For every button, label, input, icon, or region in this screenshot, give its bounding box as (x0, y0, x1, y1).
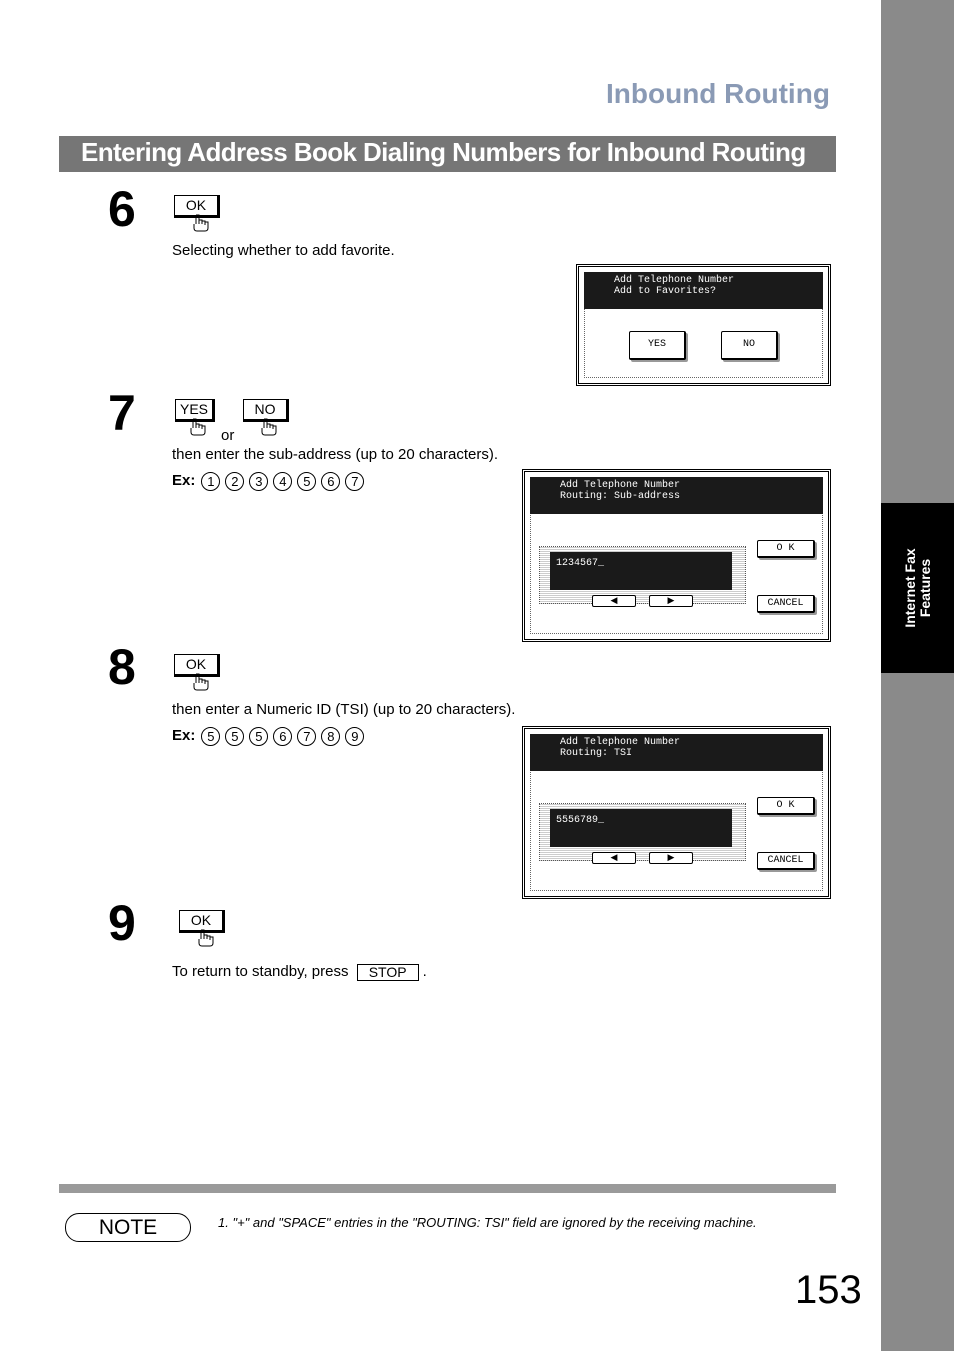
lcd-ok-button: O K (757, 797, 815, 815)
digit-key: 9 (345, 727, 364, 746)
step-8-number: 8 (108, 639, 136, 695)
no-key: NO (243, 399, 289, 422)
press-hand-icon (187, 418, 209, 436)
digit-key: 4 (273, 472, 292, 491)
digit-key: 5 (297, 472, 316, 491)
step-6-number: 6 (108, 181, 136, 237)
note-text: 1. "+" and "SPACE" entries in the "ROUTING: TSI" field are ignored by the receiving machine. (218, 1215, 757, 1230)
lcd-tsi-screen (522, 726, 831, 899)
press-hand-icon (258, 418, 280, 436)
lcd-left-arrow-icon: ◀ (592, 852, 636, 864)
digit-key: 5 (225, 727, 244, 746)
press-hand-icon (190, 673, 212, 691)
lcd-line2: Routing: TSI (560, 748, 633, 759)
title-bar (59, 136, 836, 172)
lcd-right-arrow-icon: ▶ (649, 852, 693, 864)
press-hand-icon (190, 214, 212, 232)
chapter-tab-line1: Internet Fax (901, 548, 918, 628)
chapter-tab-line2: Features (916, 558, 933, 618)
lcd-yes-button: YES (629, 331, 686, 360)
digit-key: 2 (225, 472, 244, 491)
press-hand-icon (195, 929, 217, 947)
lcd-line2: Routing: Sub-address (560, 491, 681, 502)
lcd-right-arrow-icon: ▶ (649, 595, 693, 607)
step-9-text (172, 963, 427, 981)
ok-key: OK (174, 195, 220, 218)
step-7-number: 7 (108, 385, 136, 441)
page-number: 153 (795, 1268, 862, 1312)
footer-divider (59, 1184, 836, 1193)
lcd-line1: Add Telephone Number (560, 737, 681, 748)
lcd-line1: Add Telephone Number (614, 275, 735, 286)
digit-key: 7 (297, 727, 316, 746)
step-6-text: Selecting whether to add favorite. (172, 242, 395, 259)
stop-key: STOP (357, 964, 419, 981)
lcd-input-field: 1234567_ (550, 552, 732, 590)
chapter-tab (881, 503, 954, 673)
digit-key: 3 (249, 472, 268, 491)
example-label: Ex: (172, 727, 196, 745)
step-8-text: then enter a Numeric ID (TSI) (up to 20 characters). (172, 701, 516, 718)
lcd-cancel-button: CANCEL (757, 852, 815, 870)
lcd-input-field: 5556789_ (550, 809, 732, 847)
digit-key: 8 (321, 727, 340, 746)
lcd-favorites-screen (576, 264, 831, 386)
digit-key: 1 (201, 472, 220, 491)
yes-key: YES (175, 399, 215, 422)
ok-key: OK (174, 654, 220, 677)
or-text: or (221, 427, 235, 444)
digit-key: 7 (345, 472, 364, 491)
lcd-line1: Add Telephone Number (560, 480, 681, 491)
digit-key: 6 (273, 727, 292, 746)
step-9-number: 9 (108, 895, 136, 951)
step-9-text-before: To return to standby, press (172, 963, 349, 980)
lcd-ok-button: O K (757, 540, 815, 558)
note-label: NOTE (65, 1213, 191, 1242)
digit-key: 5 (249, 727, 268, 746)
lcd-cancel-button: CANCEL (757, 595, 815, 613)
step-7-example (172, 472, 369, 491)
lcd-line2: Add to Favorites? (614, 286, 717, 297)
sidebar-strip (881, 0, 954, 1351)
section-header: Inbound Routing (606, 78, 830, 109)
digit-key: 6 (321, 472, 340, 491)
lcd-no-button: NO (721, 331, 778, 360)
page-title: Entering Address Book Dialing Numbers for Inbound Routing (81, 137, 806, 167)
ok-key: OK (179, 910, 225, 933)
step-8-example (172, 727, 369, 746)
example-label: Ex: (172, 472, 196, 490)
lcd-left-arrow-icon: ◀ (592, 595, 636, 607)
digit-key: 5 (201, 727, 220, 746)
lcd-subaddress-screen (522, 469, 831, 642)
step-7-text: then enter the sub-address (up to 20 characters). (172, 446, 499, 463)
step-9-text-after: . (422, 963, 427, 980)
